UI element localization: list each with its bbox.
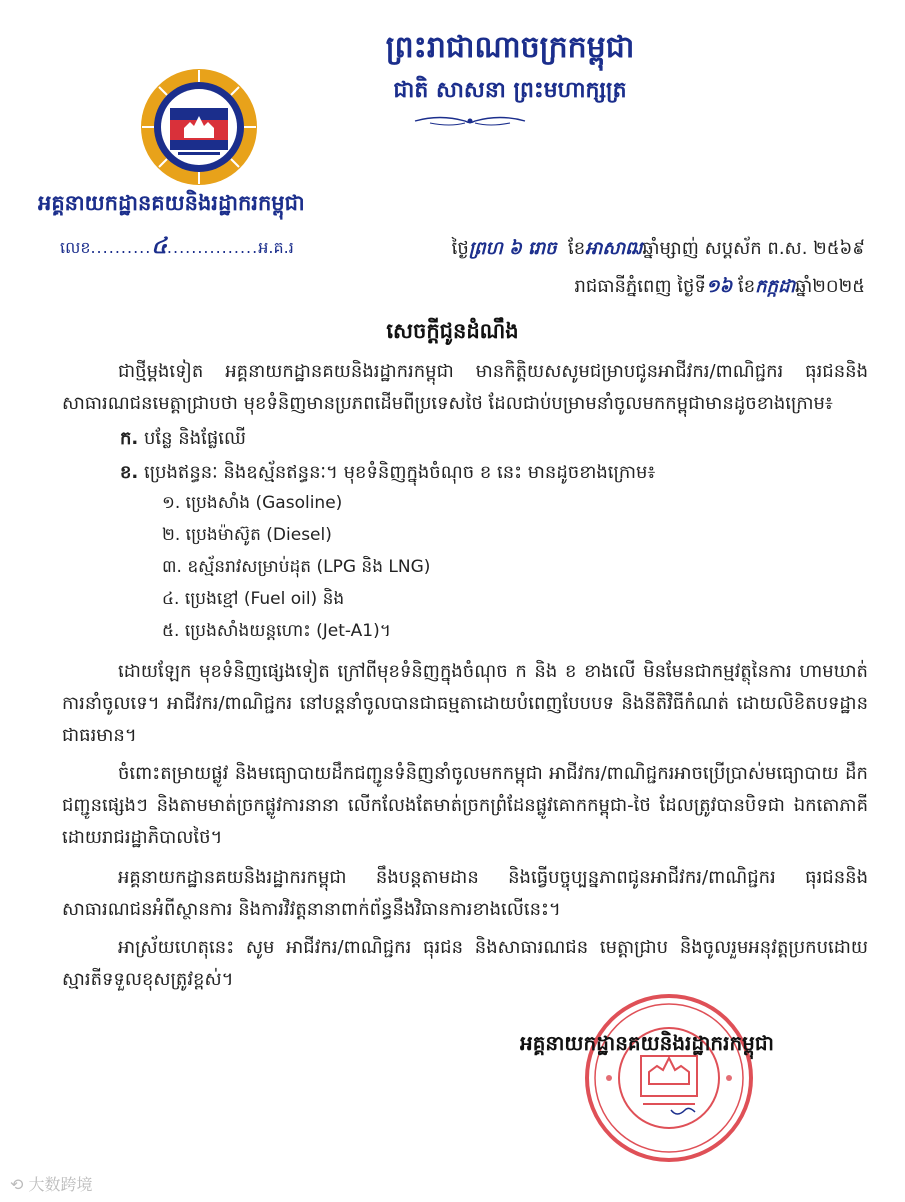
- department-name: អគ្គនាយកដ្ឋានគយនិងរដ្ឋាករកម្ពុជា: [38, 191, 305, 215]
- ornament-divider: [410, 112, 530, 130]
- intro-text: ជាថ្មីម្តងទៀត អគ្គនាយកដ្ឋានគយនិងរដ្ឋាករកម្ពុជា មានកិត្តិយសសូមជម្រាបជូនអាជីវករ/ពាណិជ្ជករ ធុរជននិង សាធារណជនមេត្តាជ្រាបថា មុខទំនិញមានប្រភពដើមពីប្រទេសថៃ ដែលជាប់បម្រាមនាំចូលមកកម្ពុជាមានដូចខាងក្រោម៖: [62, 361, 868, 414]
- paragraph-3-text: ចំពោះតម្រាយផ្លូវ និងមធ្យោបាយដឹកជញ្ជូនទំនិញនាំចូលមកកម្ពុជា អាជីវករ/ពាណិជ្ជករអាចប្រើប្រាស់មធ្យោបាយ ដឹកជញ្ជូនផ្សេងៗ និងតាមមាត់ច្រកផ្លូវការនានា លើកលែងតែមាត់ច្រកព្រំដែនផ្លូវគោកកម្ពុជា-ថៃ ដែលត្រូវបានបិទជា ឯកតោភាគីដោយរាជរដ្ឋាភិបាលថៃ។: [62, 763, 868, 848]
- kingdom-title: ព្រះរាជាណាចក្រកម្ពុជា: [385, 30, 635, 65]
- item-a-text: បន្លែ និងផ្លែឈើ: [144, 428, 246, 449]
- official-seal-icon: [583, 992, 755, 1164]
- paragraph-3: [62, 758, 868, 854]
- solar-date: [420, 274, 865, 301]
- fuel-item: ៥. ប្រេងសាំងយន្តហោះ (Jet-A1)។: [162, 621, 391, 641]
- national-motto: ជាតិ សាសនា ព្រះមហាក្សត្រ: [393, 78, 627, 103]
- paragraph-5-text: អាស្រ័យហេតុនេះ សូម អាជីវករ/ពាណិជ្ជករ ធុរជន និងសាធារណជន មេត្តាជ្រាប និងចូលរួមអនុវត្តប្រកបដោយ ស្មារតីទទួលខុសត្រូវខ្ពស់។: [62, 937, 868, 990]
- paragraph-4-text: អគ្គនាយកដ្ឋានគយនិងរដ្ឋាករកម្ពុជា នឹងបន្តតាមដាន និងធ្វើបច្ចុប្បន្នភាពជូនអាជីវករ/ពាណិជ្ជករ ធុរជននិង សាធារណជនអំពីស្ថានការ និងការវិវត្តនានាពាក់ព័ន្ធនឹងវិធានការខាងលើនេះ។: [62, 867, 868, 920]
- item-b-text: ប្រេងឥន្ធនៈ និងឧស្ម័នឥន្ធនៈ។ មុខទំនិញក្នុងចំណុច ខ នេះ មានដូចខាងក្រោម៖: [144, 462, 656, 483]
- fuel-item: ២. ប្រេងម៉ាស៊ូត (Diesel): [162, 525, 332, 545]
- solar-day-handwritten: ១៦: [705, 276, 733, 297]
- item-a-label: ក.: [120, 428, 139, 449]
- item-a: [120, 426, 246, 453]
- signature-department: អគ្គនាយកដ្ឋានគយនិងរដ្ឋាករកម្ពុជា: [520, 1031, 774, 1055]
- fuel-item: ១. ប្រេងសាំង (Gasoline): [162, 493, 343, 513]
- solar-month-handwritten: កក្កដា: [755, 276, 796, 297]
- solar-prefix: រាជធានីភ្នំពេញ ថ្ងៃទី: [574, 276, 706, 297]
- item-b-label: ខ.: [120, 462, 139, 483]
- solar-year: ឆ្នាំ២០២៥: [795, 276, 865, 297]
- notice-title: សេចក្តីជូនដំណឹង: [386, 319, 519, 343]
- paragraph-4: [62, 862, 868, 926]
- fuel-item: ៤. ប្រេងខ្មៅ (Fuel oil) និង: [162, 589, 345, 609]
- paragraph-2: [62, 656, 868, 752]
- lunar-year: ឆ្នាំម្សាញ់ សប្តស័ក ព.ស. ២៥៦៩: [642, 238, 865, 259]
- paragraph-2-text: ដោយឡែក មុខទំនិញផ្សេងទៀត ក្រៅពីមុខទំនិញក្នុងចំណុច ក និង ខ ខាងលើ មិនមែនជាកម្មវត្ថុនៃការ ហាមឃាត់ការនាំចូលទេ។ អាជីវករ/ពាណិជ្ជករ នៅបន្តនាំចូលបានជាធម្មតាដោយបំពេញបែបបទ និងនីតិវិធីកំណត់ ដោយលិខិតបទដ្ឋានជាធរមាន។: [62, 661, 868, 746]
- ref-handwritten-number: ៤: [151, 234, 167, 259]
- customs-logo-icon: [140, 68, 258, 186]
- item-b: [120, 460, 655, 487]
- lunar-month-handwritten: អាសាឍ: [585, 238, 643, 259]
- ref-dots-left: ..........: [90, 238, 152, 257]
- lunar-date: [420, 236, 865, 263]
- fuel-item: ៣. ឧស្ម័នរាវសម្រាប់ដុត (LPG និង LNG): [162, 557, 431, 577]
- lunar-day-handwritten: ព្រហ ៦ រោច: [468, 238, 557, 259]
- intro-paragraph: [62, 356, 868, 420]
- lunar-month-label: ខែ: [568, 238, 586, 259]
- watermark-text: 大数跨境: [28, 1175, 93, 1194]
- reference-number: [60, 232, 294, 264]
- paragraph-5: [62, 932, 868, 996]
- ref-suffix: អ.គ.រ: [258, 238, 294, 257]
- lunar-prefix: ថ្ងៃ: [451, 238, 469, 259]
- solar-month-label: ខែ: [737, 276, 756, 297]
- ref-dots-right: ...............: [166, 238, 259, 257]
- ref-prefix: លេខ: [60, 238, 91, 257]
- watermark: ⟲ 大数跨境: [10, 1175, 93, 1194]
